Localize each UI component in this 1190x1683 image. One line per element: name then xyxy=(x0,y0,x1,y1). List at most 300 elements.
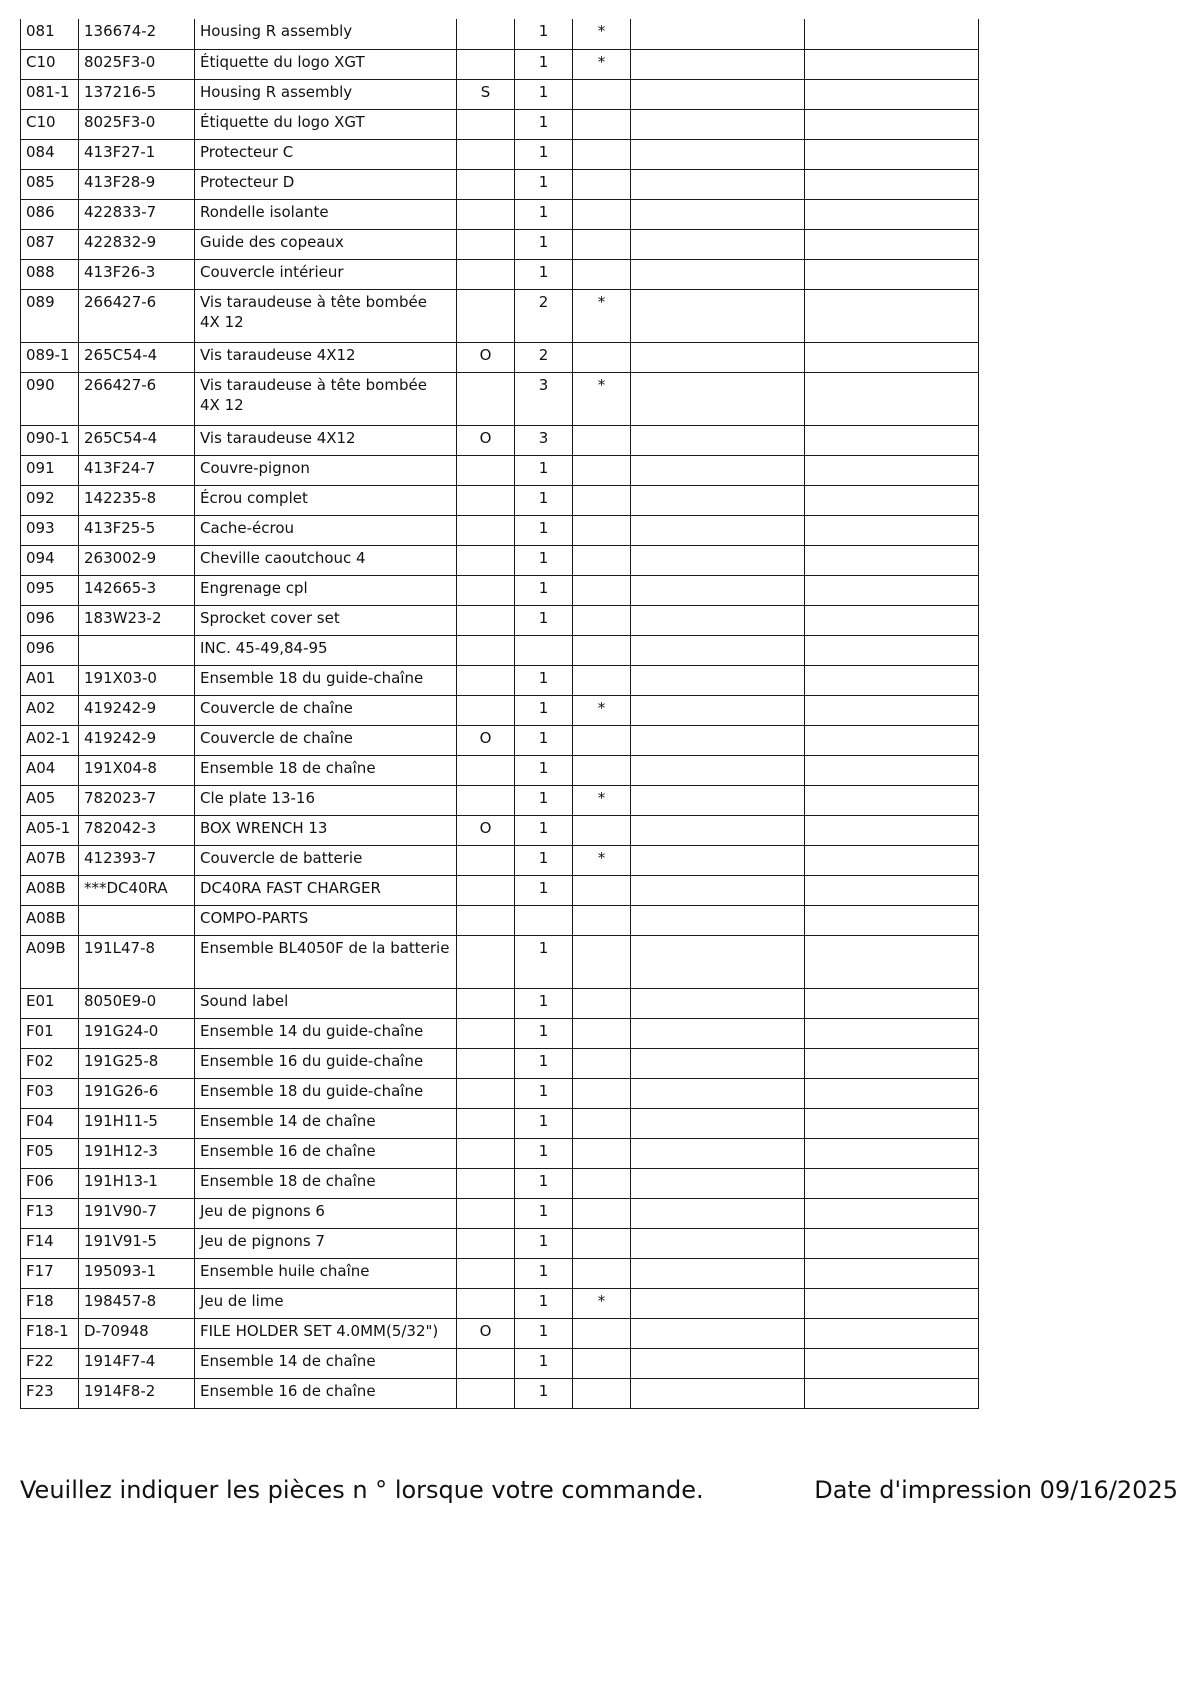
note-cell xyxy=(457,1048,515,1078)
note-cell: S xyxy=(457,79,515,109)
note-cell xyxy=(457,515,515,545)
table-row xyxy=(21,1258,979,1288)
quantity-cell: 1 xyxy=(515,755,573,785)
blank-cell xyxy=(805,259,979,289)
note-cell xyxy=(457,1198,515,1228)
description-cell: Housing R assembly xyxy=(195,79,457,109)
quantity-cell: 1 xyxy=(515,455,573,485)
blank-cell xyxy=(631,755,805,785)
quantity-cell: 1 xyxy=(515,1378,573,1408)
note-cell xyxy=(457,1348,515,1378)
ref-no-cell: F17 xyxy=(21,1258,79,1288)
ref-no-cell: 090-1 xyxy=(21,425,79,455)
ref-no-cell: F03 xyxy=(21,1078,79,1108)
part-number-cell: D-70948 xyxy=(79,1318,195,1348)
quantity-cell: 1 xyxy=(515,259,573,289)
blank-cell xyxy=(631,169,805,199)
part-number-cell: 142665-3 xyxy=(79,575,195,605)
table-row xyxy=(21,1348,979,1378)
note-cell: O xyxy=(457,425,515,455)
quantity-cell: 1 xyxy=(515,1198,573,1228)
description-cell: INC. 45-49,84-95 xyxy=(195,635,457,665)
description-cell: Écrou complet xyxy=(195,485,457,515)
blank-cell xyxy=(631,1258,805,1288)
blank-cell xyxy=(631,725,805,755)
blank-cell xyxy=(805,755,979,785)
table-row xyxy=(21,1108,979,1138)
mark-cell xyxy=(573,905,631,935)
table-row xyxy=(21,1198,979,1228)
quantity-cell: 1 xyxy=(515,169,573,199)
part-number-cell: 413F28-9 xyxy=(79,169,195,199)
ref-no-cell: 081 xyxy=(21,19,79,49)
blank-cell xyxy=(631,545,805,575)
blank-cell xyxy=(631,139,805,169)
blank-cell xyxy=(631,289,805,342)
quantity-cell: 1 xyxy=(515,109,573,139)
table-row xyxy=(21,49,979,79)
blank-cell xyxy=(805,545,979,575)
mark-cell xyxy=(573,139,631,169)
quantity-cell: 1 xyxy=(515,1318,573,1348)
note-cell xyxy=(457,575,515,605)
blank-cell xyxy=(631,665,805,695)
part-number-cell: 191X03-0 xyxy=(79,665,195,695)
ref-no-cell: A04 xyxy=(21,755,79,785)
note-cell xyxy=(457,1288,515,1318)
note-cell xyxy=(457,455,515,485)
table-row xyxy=(21,785,979,815)
table-row xyxy=(21,635,979,665)
blank-cell xyxy=(631,575,805,605)
quantity-cell: 2 xyxy=(515,342,573,372)
blank-cell xyxy=(805,1168,979,1198)
quantity-cell: 1 xyxy=(515,605,573,635)
blank-cell xyxy=(805,635,979,665)
description-cell: Ensemble 14 de chaîne xyxy=(195,1348,457,1378)
part-number-cell: 183W23-2 xyxy=(79,605,195,635)
ref-no-cell: F01 xyxy=(21,1018,79,1048)
quantity-cell: 1 xyxy=(515,19,573,49)
blank-cell xyxy=(631,1048,805,1078)
ref-no-cell: A02 xyxy=(21,695,79,725)
table-row xyxy=(21,372,979,425)
table-row xyxy=(21,1048,979,1078)
part-number-cell: 191H12-3 xyxy=(79,1138,195,1168)
ref-no-cell: 092 xyxy=(21,485,79,515)
blank-cell xyxy=(805,372,979,425)
ref-no-cell: F06 xyxy=(21,1168,79,1198)
blank-cell xyxy=(805,988,979,1018)
blank-cell xyxy=(805,1378,979,1408)
description-cell: Ensemble 18 de chaîne xyxy=(195,1168,457,1198)
table-row xyxy=(21,1078,979,1108)
blank-cell xyxy=(631,1168,805,1198)
part-number-cell: ***DC40RA xyxy=(79,875,195,905)
note-cell: O xyxy=(457,725,515,755)
part-number-cell xyxy=(79,905,195,935)
mark-cell xyxy=(573,259,631,289)
part-number-cell: 419242-9 xyxy=(79,725,195,755)
blank-cell xyxy=(805,875,979,905)
blank-cell xyxy=(805,1348,979,1378)
ref-no-cell: 096 xyxy=(21,635,79,665)
mark-cell xyxy=(573,605,631,635)
mark-cell xyxy=(573,1348,631,1378)
blank-cell xyxy=(631,935,805,988)
description-cell: Cle plate 13-16 xyxy=(195,785,457,815)
description-cell: Sprocket cover set xyxy=(195,605,457,635)
note-cell xyxy=(457,1138,515,1168)
ref-no-cell: 081-1 xyxy=(21,79,79,109)
ref-no-cell: F14 xyxy=(21,1228,79,1258)
table-row xyxy=(21,605,979,635)
description-cell: Couvercle de batterie xyxy=(195,845,457,875)
blank-cell xyxy=(631,1138,805,1168)
mark-cell xyxy=(573,545,631,575)
description-cell: Vis taraudeuse 4X12 xyxy=(195,342,457,372)
ref-no-cell: 091 xyxy=(21,455,79,485)
table-row xyxy=(21,485,979,515)
blank-cell xyxy=(805,725,979,755)
blank-cell xyxy=(805,139,979,169)
table-row xyxy=(21,935,979,988)
description-cell: Guide des copeaux xyxy=(195,229,457,259)
blank-cell xyxy=(631,1078,805,1108)
note-cell xyxy=(457,1018,515,1048)
table-row xyxy=(21,545,979,575)
part-number-cell xyxy=(79,635,195,665)
table-row xyxy=(21,1168,979,1198)
quantity-cell: 1 xyxy=(515,79,573,109)
ref-no-cell: 088 xyxy=(21,259,79,289)
table-row xyxy=(21,425,979,455)
quantity-cell: 1 xyxy=(515,1048,573,1078)
table-row xyxy=(21,905,979,935)
blank-cell xyxy=(631,695,805,725)
mark-cell: * xyxy=(573,785,631,815)
mark-cell xyxy=(573,109,631,139)
part-number-cell: 191L47-8 xyxy=(79,935,195,988)
part-number-cell: 265C54-4 xyxy=(79,342,195,372)
mark-cell xyxy=(573,1318,631,1348)
mark-cell xyxy=(573,425,631,455)
parts-table-body xyxy=(21,19,979,1408)
mark-cell xyxy=(573,755,631,785)
description-cell: DC40RA FAST CHARGER xyxy=(195,875,457,905)
description-cell: Housing R assembly xyxy=(195,19,457,49)
table-row xyxy=(21,1228,979,1258)
part-number-cell: 265C54-4 xyxy=(79,425,195,455)
blank-cell xyxy=(805,605,979,635)
blank-cell xyxy=(631,342,805,372)
blank-cell xyxy=(631,229,805,259)
quantity-cell: 1 xyxy=(515,845,573,875)
ref-no-cell: A01 xyxy=(21,665,79,695)
description-cell: Cheville caoutchouc 4 xyxy=(195,545,457,575)
mark-cell xyxy=(573,169,631,199)
quantity-cell: 1 xyxy=(515,695,573,725)
table-row xyxy=(21,199,979,229)
blank-cell xyxy=(805,1318,979,1348)
mark-cell xyxy=(573,665,631,695)
description-cell: Vis taraudeuse 4X12 xyxy=(195,425,457,455)
quantity-cell: 1 xyxy=(515,199,573,229)
table-row xyxy=(21,988,979,1018)
blank-cell xyxy=(805,1018,979,1048)
note-cell xyxy=(457,988,515,1018)
note-cell xyxy=(457,485,515,515)
quantity-cell: 1 xyxy=(515,1078,573,1108)
table-row xyxy=(21,229,979,259)
blank-cell xyxy=(805,455,979,485)
part-number-cell: 413F25-5 xyxy=(79,515,195,545)
part-number-cell: 422833-7 xyxy=(79,199,195,229)
description-cell: Étiquette du logo XGT xyxy=(195,109,457,139)
table-row xyxy=(21,665,979,695)
ref-no-cell: F18-1 xyxy=(21,1318,79,1348)
blank-cell xyxy=(631,988,805,1018)
note-cell xyxy=(457,139,515,169)
ref-no-cell: 085 xyxy=(21,169,79,199)
ref-no-cell: A08B xyxy=(21,875,79,905)
blank-cell xyxy=(805,845,979,875)
mark-cell xyxy=(573,935,631,988)
description-cell: Engrenage cpl xyxy=(195,575,457,605)
table-row xyxy=(21,1138,979,1168)
part-number-cell: 136674-2 xyxy=(79,19,195,49)
mark-cell xyxy=(573,1198,631,1228)
blank-cell xyxy=(805,1078,979,1108)
note-cell xyxy=(457,259,515,289)
mark-cell xyxy=(573,875,631,905)
note-cell xyxy=(457,605,515,635)
ref-no-cell: F18 xyxy=(21,1288,79,1318)
table-row xyxy=(21,1018,979,1048)
description-cell: COMPO-PARTS xyxy=(195,905,457,935)
mark-cell xyxy=(573,1168,631,1198)
table-row xyxy=(21,845,979,875)
quantity-cell: 1 xyxy=(515,1348,573,1378)
mark-cell xyxy=(573,342,631,372)
mark-cell xyxy=(573,455,631,485)
blank-cell xyxy=(631,785,805,815)
mark-cell xyxy=(573,1018,631,1048)
part-number-cell: 413F26-3 xyxy=(79,259,195,289)
ref-no-cell: 087 xyxy=(21,229,79,259)
ref-no-cell: C10 xyxy=(21,49,79,79)
blank-cell xyxy=(805,425,979,455)
blank-cell xyxy=(805,1258,979,1288)
blank-cell xyxy=(631,875,805,905)
ref-no-cell: A05 xyxy=(21,785,79,815)
note-cell xyxy=(457,755,515,785)
quantity-cell: 3 xyxy=(515,425,573,455)
table-row xyxy=(21,139,979,169)
quantity-cell: 3 xyxy=(515,372,573,425)
blank-cell xyxy=(631,1198,805,1228)
mark-cell xyxy=(573,1048,631,1078)
blank-cell xyxy=(805,665,979,695)
note-cell xyxy=(457,229,515,259)
note-cell xyxy=(457,935,515,988)
description-cell: Protecteur C xyxy=(195,139,457,169)
table-row xyxy=(21,455,979,485)
ref-no-cell: F23 xyxy=(21,1378,79,1408)
description-cell: Vis taraudeuse à tête bombée 4X 12 xyxy=(195,289,457,342)
table-row xyxy=(21,1318,979,1348)
part-number-cell: 191V90-7 xyxy=(79,1198,195,1228)
quantity-cell: 1 xyxy=(515,515,573,545)
description-cell: Rondelle isolante xyxy=(195,199,457,229)
blank-cell xyxy=(631,1318,805,1348)
description-cell: Couvercle de chaîne xyxy=(195,695,457,725)
blank-cell xyxy=(805,19,979,49)
blank-cell xyxy=(631,259,805,289)
note-cell xyxy=(457,49,515,79)
blank-cell xyxy=(631,1018,805,1048)
mark-cell xyxy=(573,1078,631,1108)
mark-cell xyxy=(573,1228,631,1258)
mark-cell: * xyxy=(573,49,631,79)
note-cell xyxy=(457,1378,515,1408)
mark-cell xyxy=(573,725,631,755)
parts-table xyxy=(20,19,979,1409)
quantity-cell: 1 xyxy=(515,1228,573,1258)
table-row xyxy=(21,342,979,372)
note-cell xyxy=(457,845,515,875)
ref-no-cell: E01 xyxy=(21,988,79,1018)
part-number-cell: 191G24-0 xyxy=(79,1018,195,1048)
description-cell: Ensemble 16 de chaîne xyxy=(195,1378,457,1408)
part-number-cell: 266427-6 xyxy=(79,372,195,425)
quantity-cell: 1 xyxy=(515,665,573,695)
part-number-cell: 8025F3-0 xyxy=(79,109,195,139)
note-cell xyxy=(457,635,515,665)
blank-cell xyxy=(631,19,805,49)
quantity-cell: 1 xyxy=(515,1138,573,1168)
part-number-cell: 413F27-1 xyxy=(79,139,195,169)
blank-cell xyxy=(805,485,979,515)
quantity-cell: 1 xyxy=(515,139,573,169)
mark-cell: * xyxy=(573,845,631,875)
mark-cell xyxy=(573,515,631,545)
table-row xyxy=(21,1288,979,1318)
note-cell xyxy=(457,199,515,229)
blank-cell xyxy=(805,289,979,342)
blank-cell xyxy=(631,79,805,109)
note-cell xyxy=(457,785,515,815)
table-row xyxy=(21,755,979,785)
table-row xyxy=(21,875,979,905)
blank-cell xyxy=(631,845,805,875)
blank-cell xyxy=(805,1198,979,1228)
table-row xyxy=(21,815,979,845)
mark-cell xyxy=(573,815,631,845)
description-cell: BOX WRENCH 13 xyxy=(195,815,457,845)
blank-cell xyxy=(805,1048,979,1078)
description-cell: Ensemble 16 du guide-chaîne xyxy=(195,1048,457,1078)
blank-cell xyxy=(631,485,805,515)
blank-cell xyxy=(631,199,805,229)
part-number-cell: 263002-9 xyxy=(79,545,195,575)
blank-cell xyxy=(631,815,805,845)
blank-cell xyxy=(631,1378,805,1408)
part-number-cell: 191H13-1 xyxy=(79,1168,195,1198)
note-cell xyxy=(457,1108,515,1138)
note-cell: O xyxy=(457,1318,515,1348)
blank-cell xyxy=(805,342,979,372)
note-cell xyxy=(457,169,515,199)
note-cell xyxy=(457,372,515,425)
blank-cell xyxy=(631,372,805,425)
description-cell: Jeu de lime xyxy=(195,1288,457,1318)
ref-no-cell: 086 xyxy=(21,199,79,229)
description-cell: Cache-écrou xyxy=(195,515,457,545)
print-date: Date d'impression 09/16/2025 xyxy=(814,1476,1178,1504)
blank-cell xyxy=(805,515,979,545)
description-cell: Couvercle de chaîne xyxy=(195,725,457,755)
quantity-cell: 1 xyxy=(515,725,573,755)
mark-cell: * xyxy=(573,19,631,49)
description-cell: Ensemble 16 de chaîne xyxy=(195,1138,457,1168)
note-cell xyxy=(457,109,515,139)
description-cell: Ensemble 14 de chaîne xyxy=(195,1108,457,1138)
quantity-cell: 1 xyxy=(515,935,573,988)
blank-cell xyxy=(631,109,805,139)
blank-cell xyxy=(805,109,979,139)
mark-cell xyxy=(573,988,631,1018)
part-number-cell: 191V91-5 xyxy=(79,1228,195,1258)
note-cell xyxy=(457,875,515,905)
description-cell: Vis taraudeuse à tête bombée 4X 12 xyxy=(195,372,457,425)
part-number-cell: 8025F3-0 xyxy=(79,49,195,79)
part-number-cell: 1914F7-4 xyxy=(79,1348,195,1378)
ref-no-cell: 093 xyxy=(21,515,79,545)
part-number-cell: 1914F8-2 xyxy=(79,1378,195,1408)
mark-cell xyxy=(573,635,631,665)
description-cell: Ensemble 18 du guide-chaîne xyxy=(195,665,457,695)
mark-cell: * xyxy=(573,372,631,425)
part-number-cell: 191G26-6 xyxy=(79,1078,195,1108)
part-number-cell: 782023-7 xyxy=(79,785,195,815)
blank-cell xyxy=(805,905,979,935)
quantity-cell: 1 xyxy=(515,229,573,259)
blank-cell xyxy=(631,1228,805,1258)
blank-cell xyxy=(805,695,979,725)
table-row xyxy=(21,515,979,545)
table-row xyxy=(21,695,979,725)
table-row xyxy=(21,79,979,109)
blank-cell xyxy=(631,455,805,485)
blank-cell xyxy=(805,79,979,109)
table-row xyxy=(21,725,979,755)
note-cell xyxy=(457,1228,515,1258)
part-number-cell: 412393-7 xyxy=(79,845,195,875)
note-cell xyxy=(457,19,515,49)
quantity-cell: 1 xyxy=(515,1108,573,1138)
description-cell: Jeu de pignons 7 xyxy=(195,1228,457,1258)
ref-no-cell: 095 xyxy=(21,575,79,605)
quantity-cell xyxy=(515,635,573,665)
ref-no-cell: 089 xyxy=(21,289,79,342)
note-cell xyxy=(457,905,515,935)
blank-cell xyxy=(805,1108,979,1138)
quantity-cell: 1 xyxy=(515,485,573,515)
part-number-cell: 198457-8 xyxy=(79,1288,195,1318)
description-cell: Ensemble 18 de chaîne xyxy=(195,755,457,785)
ref-no-cell: A08B xyxy=(21,905,79,935)
